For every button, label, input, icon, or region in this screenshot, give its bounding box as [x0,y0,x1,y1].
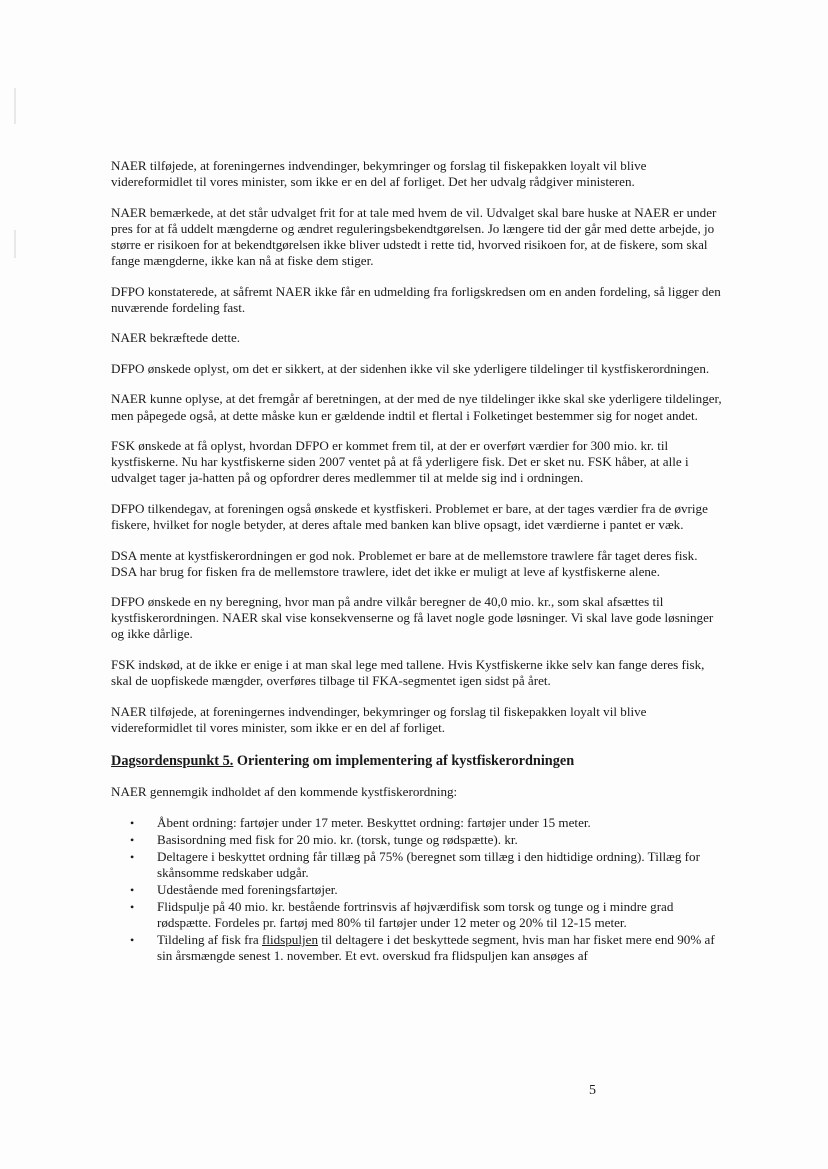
paragraph: NAER bemærkede, at det står udvalget frit for at tale med hvem de vil. Udvalget skal bare huske at NAER er under pres for at få uddelt mængderne og ændret reguleringsbekendtgørelsen. Jo længere tid der går med dette arbejde, jo større er risikoen for at bekendtgørelsen ikke bliver udstedt i rette tid, hvorved risikoen for, at de fiskere, som skal fange mængderne, ikke kan nå at fiske dem stiger. [111,204,717,268]
list-item-text-before: Tildeling af fisk fra [157,932,262,948]
paragraph: DFPO ønskede oplyst, om det er sikkert, at der sidenhen ikke vil ske yderligere tildelinger til kystfiskerordningen. [111,360,710,376]
agenda-item-number: Dagsordenspunkt 5. [111,752,234,769]
list-item [111,832,723,848]
list-item [111,849,723,881]
paragraph: DFPO tilkendegav, at foreningen også ønskede et kystfiskeri. Problemet er bare, at der tages værdier fra de øvrige fiskere, hvilket for nogle betyder, at deres aftale med banken kan blive opsagt, idet værdierne i pantet er væk. [111,500,708,532]
paragraph: NAER tilføjede, at foreningernes indvendinger, bekymringer og forslag til fiskepakken loyalt vil blive videreformidlet til vores minister, som ikke er en del af forliget. [111,703,647,735]
section-intro: NAER gennemgik indholdet af den kommende kystfiskerordning: [111,784,458,800]
list-item-text: Udestående med foreningsfartøjer. [157,882,338,897]
paragraph: NAER tilføjede, at foreningernes indvendinger, bekymringer og forslag til fiskepakken loyalt vil blive videreformidlet til vores minister, som ikke er en del af forliget. Det her udvalg rådgiver ministeren. [111,158,647,190]
list-item-text: Åbent ordning: fartøjer under 17 meter. Beskyttet ordning: fartøjer under 15 meter. [157,814,591,830]
bullet-icon: • [130,815,135,830]
paragraph: FSK indskød, at de ikke er enige i at man skal lege med tallene. Hvis Kystfiskerne ikke selv kan fange deres fisk, skal de uopfiskede mængder, overføres tilbage til FKA-segmentet igen sidst på året. [111,657,705,689]
bullet-icon: • [130,900,135,915]
list-item [111,815,723,831]
list-item-text: Basisordning med fisk for 20 mio. kr. (torsk, tunge og rødspætte). kr. [157,831,518,847]
list-item-text: Deltagere i beskyttet ordning får tillæg på 75% (beregnet som tillæg i den hidtidige ordning). Tillæg for skånsomme redskaber udgår. [157,848,700,880]
paragraph: DFPO konstaterede, at såfremt NAER ikke får en udmelding fra forligskredsen om en anden fordeling, så ligger den nuværende fordeling fast. [111,283,721,315]
list-item [111,932,723,964]
paragraph: DSA mente at kystfiskerordningen er god nok. Problemet er bare at de mellemstore trawlere får taget deres fisk. DSA har brug for fisken fra de mellemstore trawlere, idet det ikke er muligt at leve af kystfiskerne alene. [111,547,698,579]
bullet-icon: • [130,883,135,897]
page-number: 5 [589,1083,596,1098]
scan-margin-mark [14,88,16,124]
section-heading [111,753,723,769]
document-body [111,158,723,965]
paragraph: DFPO ønskede en ny beregning, hvor man på andre vilkår beregner de 40,0 mio. kr., som skal afsættes til kystfiskerordningen. NAER skal vise konsekvenserne og få lavet nogle gode løsninger. Vi skal lave gode løsninger og ikke dårlige. [111,594,714,642]
scan-margin-mark [14,230,16,258]
bullet-icon: • [130,933,135,948]
list-item [111,882,723,898]
list-item-text: Flidspulje på 40 mio. kr. bestående fortrinsvis af højværdifisk som torsk og tunge og i mindre grad rødspætte. Fordeles pr. fartøj med 80% til fartøjer under 12 meter og 20% til 12-15 meter. [157,899,674,931]
paragraph: NAER kunne oplyse, at det fremgår af beretningen, at der med de nye tildelinger ikke skal ske yderligere tildelinger, men påpegede også, at dette måske kun er gældende indtil et flertal i Folketinget bestemmer sig for noget andet. [111,391,722,423]
list-item [111,899,723,931]
paragraph: NAER bekræftede dette. [111,330,241,346]
agenda-item-title: Orientering om implementering af kystfiskerordningen [233,752,575,769]
list-item-text-after: til deltagere i det beskyttede segment, hvis man har fisket mere end 90% af sin årsmængde senest 1. november. Et evt. overskud fra flidspuljen kan ansøges af [157,932,715,964]
paragraph: FSK ønskede at få oplyst, hvordan DFPO er kommet frem til, at der er overført værdier for 300 mio. kr. til kystfiskerne. Nu har kystfiskerne siden 2007 ventet på at få yderligere fisk. Det er sket nu. FSK håber, at alle i udvalget tager ja-hatten på og opfordrer deres medlemmer til at melde sig ind i ordningen. [111,438,689,486]
underlined-term: flidspuljen [261,932,318,948]
bullet-icon: • [130,849,135,864]
bullet-icon: • [130,832,135,847]
bullet-list [111,815,723,965]
